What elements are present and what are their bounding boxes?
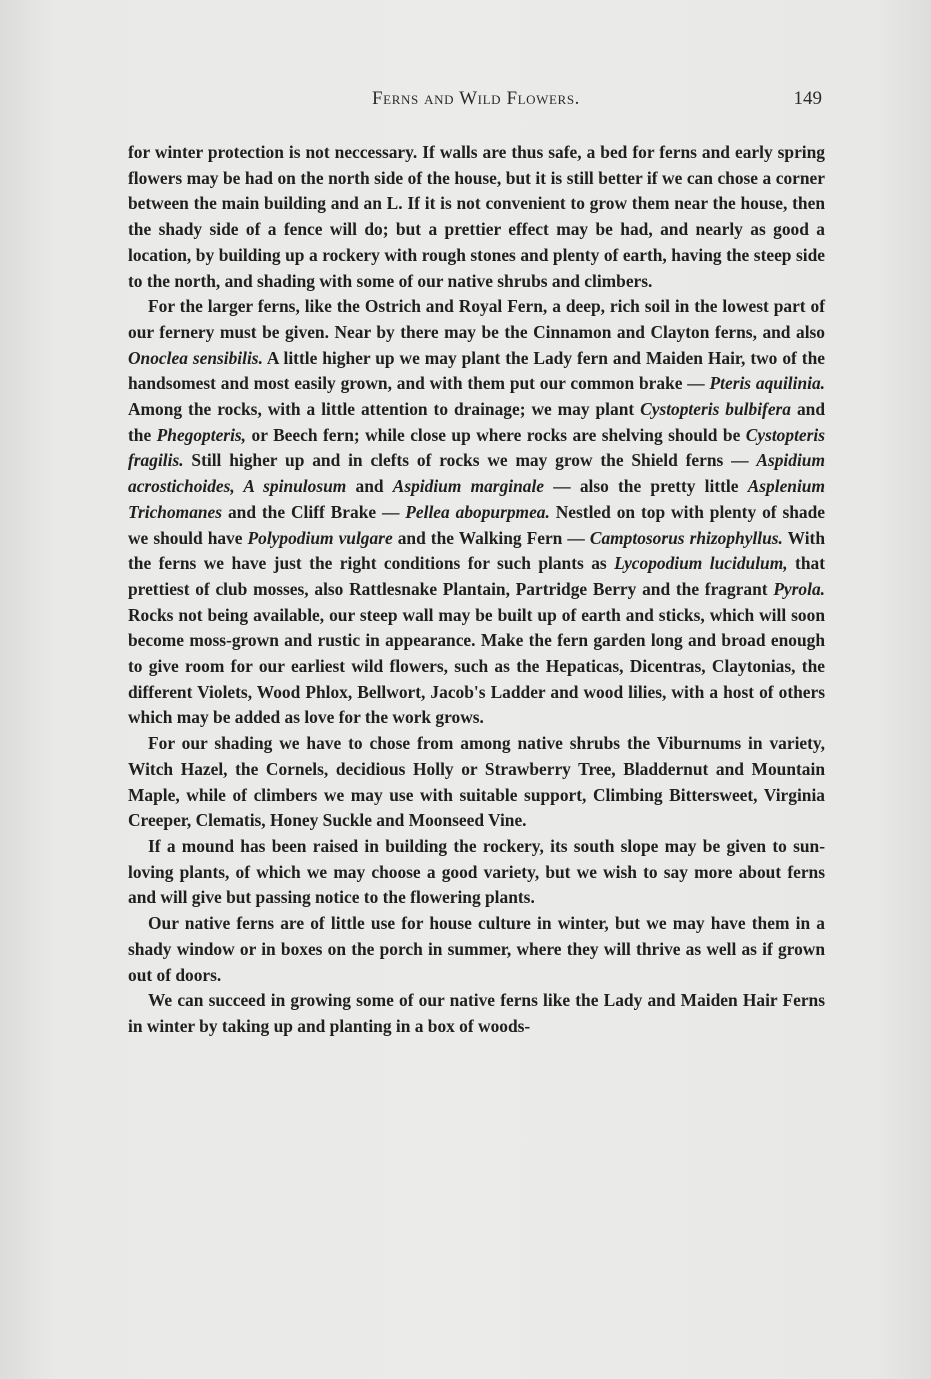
italic-text-run: Asplenium Trichomanes <box>128 476 826 522</box>
text-run: and the Cliff Brake — <box>222 501 406 522</box>
text-run: — also the pretty little <box>544 476 748 497</box>
italic-text-run: Aspidium acrostichoides, A spinulosum <box>128 450 825 497</box>
text-run: for winter protection is not neccessary. If walls are thus safe, a bed for ferns and early spring flowers may be had on the north side of the house, but it is still better if we can chose a corner between the main building and an L. If it is not convenient to grow them near the house, then the shady side of a fence will do; but a prettier effect may be had, and nearly as good a location, by building up a rockery with rough stones and plenty of earth, having the steep side to the north, and shading with some of our native shrubs and climbers. <box>128 142 825 291</box>
body-text <box>128 140 825 1040</box>
paragraph <box>128 140 825 294</box>
text-run: and the Walking Fern — <box>392 527 590 548</box>
italic-text-run: Cystopteris bulbifera <box>640 399 792 420</box>
paragraph <box>128 911 825 988</box>
italic-text-run: Pyrola. <box>773 578 825 599</box>
text-run: For the larger ferns, like the Ostrich and Royal Fern, a deep, rich soil in the lowest part of our fernery must be given. Near by there may be the Cinnamon and Clayton ferns, and also <box>128 296 825 342</box>
italic-text-run: Cystopteris fragilis. <box>128 424 825 471</box>
paragraph <box>128 988 825 1039</box>
text-run: Nestled on top with plenty of shade we should have <box>128 501 825 548</box>
text-run: Our native ferns are of little use for house culture in winter, but we may have them in a shady window or in boxes on the porch in summer, where they will thrive as well as if grown out of doors. <box>128 913 825 985</box>
text-run: Still higher up and in clefts of rocks we may grow the Shield ferns — <box>183 450 757 471</box>
paragraph <box>128 731 825 834</box>
italic-text-run: Onoclea sensibilis. <box>128 347 263 368</box>
text-run: Among the rocks, with a little attention to drainage; we may plant <box>128 399 641 420</box>
italic-text-run: Aspidium marginale <box>392 476 545 497</box>
paragraph <box>128 834 825 911</box>
italic-text-run: Polypodium vulgare <box>247 527 393 548</box>
text-run: A little higher up we may plant the Lady fern and Maiden Hair, two of the handsomest and most easily grown, and with them put our common brake — <box>128 347 825 394</box>
text-run: Rocks not being available, our steep wall may be built up of earth and sticks, which will soon become moss-grown and rustic in appearance. Make the fern garden long and broad enough to give room for our earliest wild flowers, such as the Hepaticas, Dicentras, Claytonias, the different Violets, Wood Phlox, Bellwort, Jacob's Ladder and wood lilies, with a host of others which may be added as love for the work grows. <box>128 604 825 728</box>
page-number: 149 <box>793 88 822 109</box>
paragraph <box>128 294 825 731</box>
italic-text-run: Pellea abopurpmea. <box>405 501 550 522</box>
italic-text-run: Phegopteris, <box>156 424 247 445</box>
text-run: With the ferns we have just the right conditions for such plants as <box>128 527 825 574</box>
italic-text-run: Lycopodium lucidulum, <box>614 553 788 574</box>
running-head: Ferns and Wild Flowers. <box>371 88 581 109</box>
text-run: and the <box>128 399 826 445</box>
italic-text-run: Pteris aquilinia. <box>709 373 825 394</box>
text-run: that prettiest of club mosses, also Rattlesnake Plantain, Partridge Berry and the fragrant <box>128 553 825 599</box>
text-run: For our shading we have to chose from among native shrubs the Viburnums in variety, Witch Hazel, the Cornels, decidious Holly or Strawberry Tree, Bladdernut and Mountain Maple, while of climbers we may use with suitable support, Climbing Bittersweet, Virginia Creeper, Clematis, Honey Suckle and Moonseed Vine. <box>128 733 825 831</box>
text-run: We can succeed in growing some of our native ferns like the Lady and Maiden Hair Ferns in winter by taking up and planting in a box of woods- <box>128 990 825 1036</box>
page-header <box>128 88 824 114</box>
text-run: and <box>346 476 393 497</box>
italic-text-run: Camptosorus rhizophyllus. <box>589 527 783 548</box>
text-run: If a mound has been raised in building the rockery, its south slope may be given to sun-loving plants, of which we may choose a good variety, but we wish to say more about ferns and will give but passing notice to the flowering plants. <box>128 835 825 908</box>
text-run: or Beech fern; while close up where rocks are shelving should be <box>246 424 746 445</box>
